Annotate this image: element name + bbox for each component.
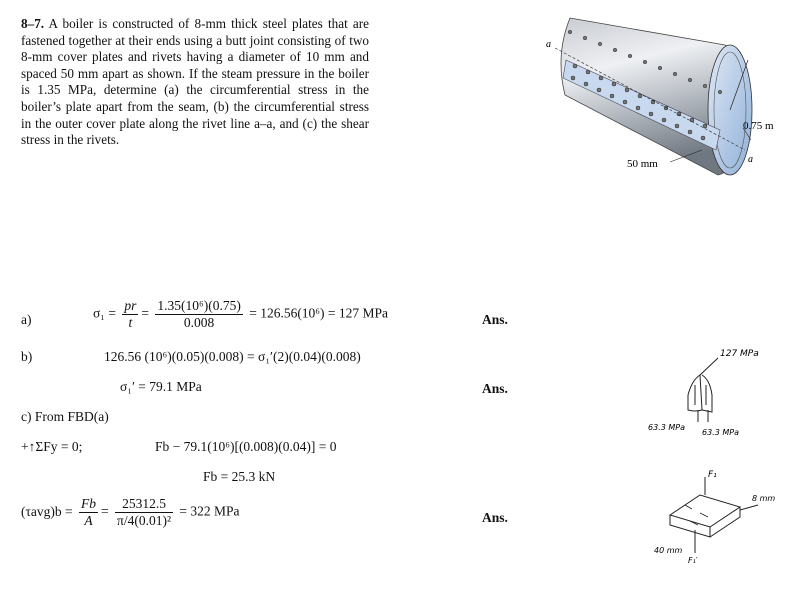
part-c-equation: Fb − 79.1(10⁶)[(0.008)(0.04)] = 0 xyxy=(155,439,337,454)
part-b-line1: 126.56 (10⁶)(0.05)(0.008) = σ₁′(2)(0.04)(0.008) xyxy=(104,349,361,364)
part-a-result: = 126.56(10⁶) = 127 MPa xyxy=(249,305,389,321)
sketch1-top-label: 127 MPa xyxy=(720,349,759,359)
boiler-figure xyxy=(530,0,800,190)
problem-body: A boiler is constructed of 8-mm thick steel plates that are fastened together at their ends using a butt joint consisting of two 8-mm cover plates and rivets having a diameter of 10 mm and spaced 50 mm apart as shown. If the steam pressure in the boiler is 1.35 MPa, determine (a) the circumferential stress in the boiler’s plate apart from the seam, (b) the circumferential stress in the outer cover plate along the rivet line a–a, and (c) the shear stress in the rivets. xyxy=(21,16,369,148)
sketch1-left-label: 63.3 MPa xyxy=(648,423,685,432)
part-c-sum-forces: +↑ΣFy = 0; xyxy=(21,439,83,454)
sketch2-bottom-force: F₁′ xyxy=(688,556,698,565)
part-a-frac1-den: t xyxy=(128,315,133,330)
stress-sketch xyxy=(640,340,790,440)
part-a-lhs: σ₁ = xyxy=(93,305,116,321)
part-c-tau-equation: (τavg)b = $\frac{Fb}{A}$ = $\frac{25312.5}{\text{π/4(0.01)²}}$ = 322 MPa xyxy=(21,496,240,528)
part-a-frac2-den: 0.008 xyxy=(183,315,215,330)
part-a-frac1-num: pr xyxy=(124,298,137,313)
part-b-ans: Ans. xyxy=(482,381,508,396)
part-a-ans: Ans. xyxy=(482,312,508,327)
sketch2-bottom-label: 40 mm xyxy=(654,546,683,555)
label-a-top: a xyxy=(546,39,551,50)
part-a-frac2-num: 1.35(10⁶)(0.75) xyxy=(157,298,241,313)
part-c-ans: Ans. xyxy=(482,510,508,525)
part-c-frac1-num: Fb xyxy=(81,496,97,511)
rivet-fbd-sketch xyxy=(640,465,790,575)
part-a-frac1 xyxy=(122,298,138,331)
part-c-fb-result: Fb = 25.3 kN xyxy=(203,469,276,484)
label-a-bottom: a xyxy=(748,154,753,165)
part-c-frac1-den: A xyxy=(84,513,93,528)
spacing-label: 50 mm xyxy=(627,158,658,170)
part-c-frac2-den: π/4(0.01)² xyxy=(117,513,172,528)
part-a-equation: σ₁ = $\frac{pr}{t}$ = $\frac{\text{1.35(10⁶)(0.75)}}{0.008}$ = 126.56(10⁶) = 127 MPa xyxy=(93,298,389,330)
part-b-label: b) xyxy=(21,349,33,364)
part-c-frac2 xyxy=(115,496,173,529)
part-c-frac1 xyxy=(79,496,98,529)
part-c-label: c) From FBD(a) xyxy=(21,409,109,424)
sketch2-top-label: F₁ xyxy=(708,470,717,480)
sketch1-right-label: 63.3 MPa xyxy=(702,428,739,437)
problem-number: 8–7. xyxy=(21,16,45,31)
part-b-line2: σ₁′ = 79.1 MPa xyxy=(120,379,202,394)
part-c-frac2-num: 25312.5 xyxy=(115,496,173,513)
part-c-result: = 322 MPa xyxy=(179,503,240,519)
part-c-tau-lhs: (τavg)b = xyxy=(21,503,73,519)
sketch2-right-label: 8 mm xyxy=(752,494,776,503)
problem-statement xyxy=(21,16,369,149)
radius-label: 0.75 m xyxy=(743,120,774,132)
part-a-frac2 xyxy=(155,298,242,331)
part-a-label: a) xyxy=(21,312,32,327)
